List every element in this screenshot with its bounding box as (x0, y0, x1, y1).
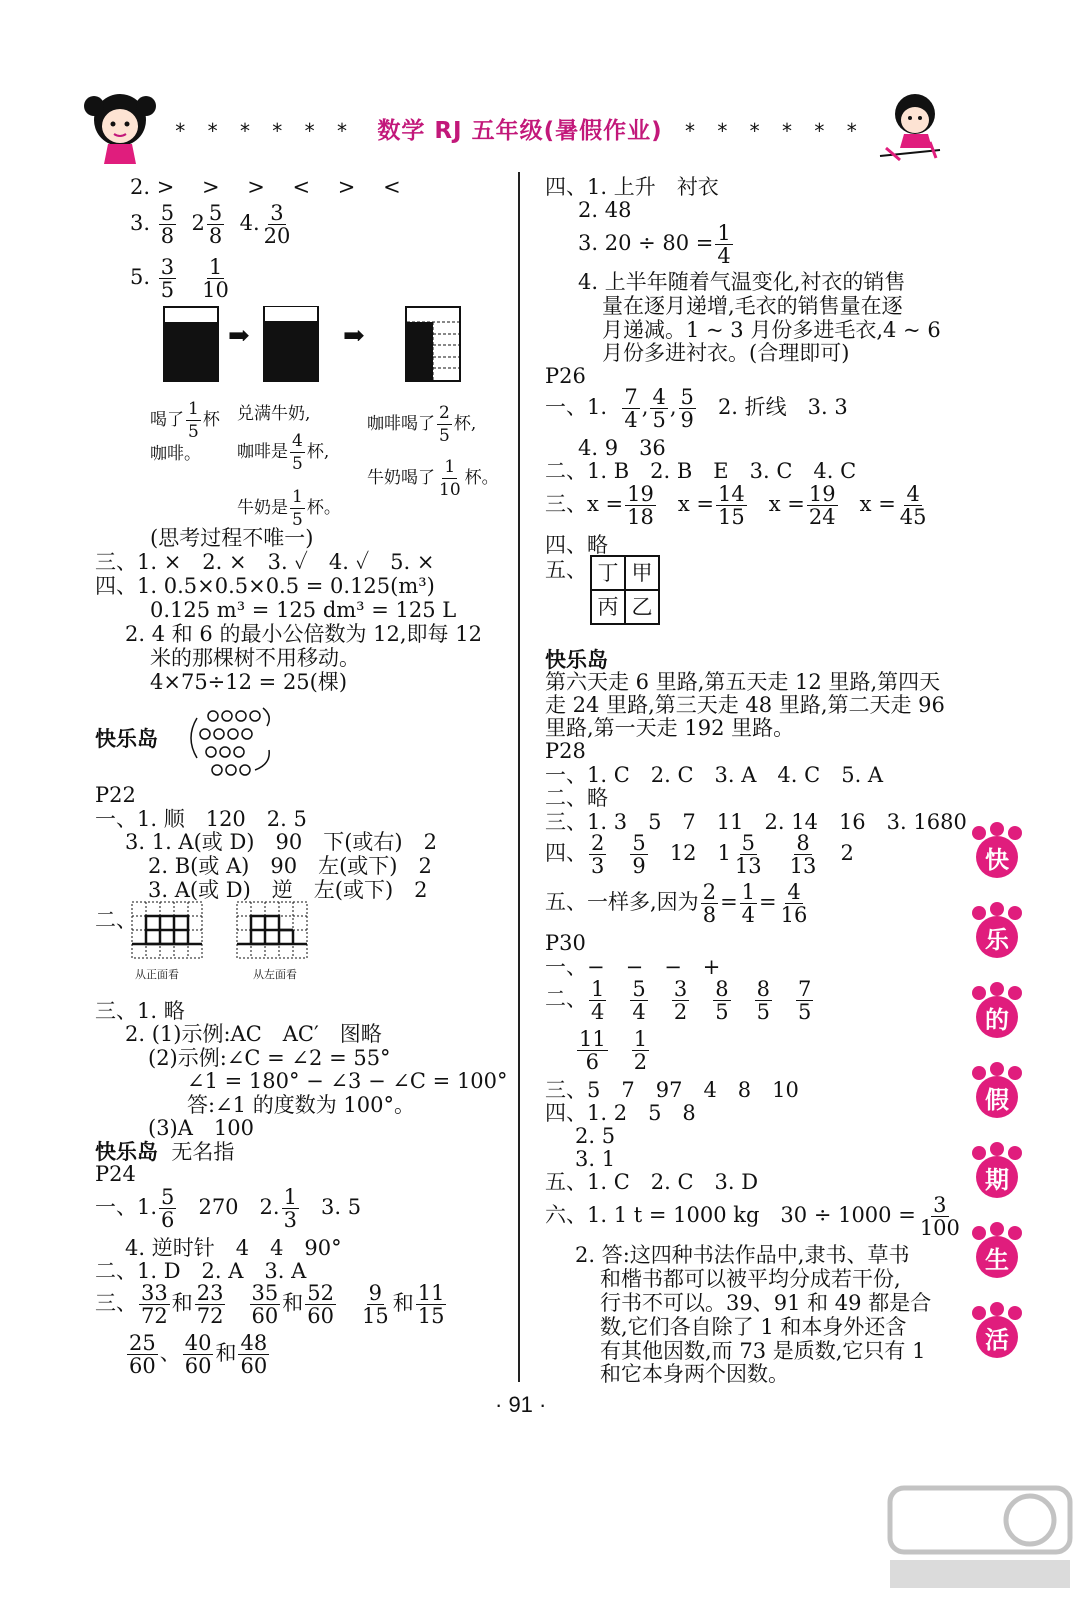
arrow-icon: ➡ (228, 321, 250, 351)
answer-line: 一、1. C 2. C 3. A 4. C 5. A (545, 763, 884, 787)
girl-cartoon-icon (80, 90, 160, 165)
answer-line: 和它本身两个因数。 (600, 1362, 789, 1386)
section-heading: 快乐岛 (95, 727, 158, 751)
view-label: 从左面看 (253, 968, 297, 981)
cup-diagram (163, 306, 463, 382)
right-column (545, 170, 965, 1385)
section-heading: P22 (95, 783, 136, 807)
paw-label: 的 (976, 996, 1018, 1038)
answer-line: 3. 20 ÷ 80 = $\frac{1}{4}$ (578, 221, 731, 268)
paw-label: 生 (976, 1236, 1018, 1278)
answer-line: 二、略 (545, 786, 608, 810)
answer-line: 数,它们各自除了 1 和本身外还含 (600, 1315, 907, 1339)
answer-line: $\frac{25}{60}$ 、 $\frac{40}{60}$ 和 $\frac{48}{60}$ (129, 1331, 268, 1378)
side-decoration (968, 822, 1038, 1362)
watermark-logo (880, 1480, 1080, 1595)
answer-line: (思考过程不唯一) (150, 526, 314, 550)
paw-label: 乐 (976, 916, 1018, 958)
answer-line: 四、1. 0.5×0.5×0.5 = 0.125(m³) (95, 574, 435, 598)
paw-label: 快 (976, 836, 1018, 878)
paw-bubble (968, 1222, 1030, 1284)
answer-line: 4. 9 36 (578, 436, 666, 460)
answer-line: 量在逐月递增,毛衣的销售量在逐 (602, 294, 903, 318)
cup-caption-1b: 咖啡。 (150, 444, 201, 464)
table-cell: 甲 (625, 556, 659, 590)
cup-caption-3: 咖啡喝了 $\frac{2}{5}$ 杯, (367, 403, 477, 446)
section-heading: P24 (95, 1162, 136, 1186)
answer-line: 有其他因数,而 73 是质数,它只有 1 (600, 1339, 926, 1363)
answer-line: 五、一样多,因为 $\frac{2}{8}$ = $\frac{1}{4}$ = $\frac{4}{16}$ (545, 880, 808, 927)
answer-line: 月份多进衬衣。(合理即可) (602, 341, 850, 365)
answer-table (590, 555, 660, 625)
answer-line: 四、 $\frac{2}{3}$ $\frac{5}{9}$ 12 1 $\frac{5}{13}$ $\frac{8}{13}$ 2 (545, 831, 854, 878)
answer-line: 行书不可以。39、91 和 49 都是合 (600, 1291, 932, 1315)
answer-line: 2. 答:这四种书法作品中,隶书、草书 (575, 1243, 910, 1267)
section-heading: 快乐岛 无名指 (95, 1140, 235, 1164)
section-heading: P26 (545, 364, 586, 388)
answer-line: (2)示例:∠C = ∠2 = 55° (148, 1046, 391, 1070)
cup-caption-1: 喝了 $\frac{1}{5}$ 杯 (150, 399, 220, 442)
answer-line: (3)A 100 (148, 1116, 254, 1140)
answer-line: 2. 4 和 6 的最小公倍数为 12,即每 12 (125, 622, 482, 646)
header-title: 数学 RJ 五年级(暑假作业) (377, 118, 663, 144)
table-cell: 乙 (625, 590, 659, 624)
front-view-grid (130, 900, 210, 968)
left-view-grid (235, 900, 315, 968)
cup-caption-3b: 牛奶喝了 $\frac{1}{10}$ 杯。 (367, 457, 499, 500)
answer-line: 三、x = $\frac{19}{18}$ x = $\frac{14}{15}$ x = $\frac{19}{24}$ x = $\frac{4}{45}$ (545, 482, 927, 529)
answer-line: 四、1. 2 5 8 (545, 1101, 696, 1125)
answer-line: 一、− − − + (545, 955, 721, 979)
cup-caption-2b: 咖啡是 $\frac{4}{5}$ 杯, (237, 431, 330, 474)
answer-line: $\frac{11}{6}$ $\frac{1}{2}$ (579, 1027, 648, 1074)
answer-line: 二、 $\frac{1}{4}$ $\frac{5}{4}$ $\frac{3}{2}$ $\frac{8}{5}$ $\frac{8}{5}$ $\frac{7}{5}$ (545, 977, 812, 1024)
answer-line: 2. (1)示例:AC AC′ 图略 (125, 1022, 382, 1046)
answer-line: 第六天走 6 里路,第五天走 12 里路,第四天 (545, 670, 941, 694)
answer-line: 二、1. B 2. B E 3. C 4. C (545, 459, 857, 483)
answer-line: 2. 48 (578, 198, 632, 222)
paw-label: 期 (976, 1156, 1018, 1198)
answer-line: 五、1. C 2. C 3. D (545, 1170, 759, 1194)
answer-line: 4×75÷12 = 25(棵) (150, 670, 348, 694)
answer-line: 一、1. 顺 120 2. 5 (95, 807, 307, 831)
table-cell: 丁 (591, 556, 625, 590)
answer-line: 3. 1 (575, 1147, 616, 1171)
section-heading: 快乐岛 (545, 648, 608, 672)
cup-caption-2c: 牛奶是 $\frac{1}{5}$ 杯。 (237, 487, 341, 530)
answer-line: 2. 5 (575, 1124, 616, 1148)
cup-caption-2: 兑满牛奶, (237, 404, 311, 424)
answer-line: 二、1. D 2. A 3. A (95, 1259, 307, 1283)
paw-bubble (968, 1302, 1030, 1364)
page-header (80, 90, 1020, 170)
answer-line: 四、1. 上升 衬衣 (545, 175, 719, 199)
answer-line: 三、5 7 97 4 8 10 (545, 1078, 799, 1102)
answer-line: 一、1. $\frac{7}{4}$ , $\frac{4}{5}$ , $\frac{5}{9}$ 2. 折线 3. 3 (545, 385, 848, 432)
cup-1 (163, 306, 219, 382)
left-column (95, 170, 508, 1385)
column-divider (518, 172, 520, 1382)
answer-line: 六、1. 1 t = 1000 kg 30 ÷ 1000 = $\frac{3}{100}$ (545, 1193, 960, 1240)
paw-bubble (968, 1142, 1030, 1204)
stars-left: * * * * * * (175, 119, 356, 143)
cup-3 (405, 306, 461, 382)
header-title-bar (170, 112, 870, 145)
answer-line: 走 24 里路,第三天走 48 里路,第二天走 96 (545, 693, 945, 717)
section-heading: P28 (545, 739, 586, 763)
answer-line: 3. A(或 D) 逆 左(或下) 2 (148, 878, 428, 902)
section-heading: P30 (545, 931, 586, 955)
answer-line: 月递减。1 ~ 3 月份多进毛衣,4 ~ 6 (602, 318, 941, 342)
arrow-icon: ➡ (343, 321, 365, 351)
answer-line: 一、1. $\frac{5}{6}$ 270 2. $\frac{1}{3}$ 3. 5 (95, 1185, 362, 1232)
paw-bubble (968, 982, 1030, 1044)
answer-line: 三、 $\frac{33}{72}$ 和 $\frac{23}{72}$ $\frac{35}{60}$ 和 $\frac{52}{60}$ $\frac{9}{15}$ 和 $\frac{11}{15}$ (95, 1281, 445, 1328)
cup-2 (263, 306, 319, 382)
answer-line: 3. $\frac{5}{8}$ 2 $\frac{5}{8}$ 4. $\frac{3}{20}$ (130, 201, 291, 248)
answer-line: 答:∠1 的度数为 100°。 (187, 1093, 415, 1117)
page-number: · 91 · (495, 1392, 547, 1417)
answer-line: 五、 (545, 558, 587, 582)
answer-line: 里路,第一天走 192 里路。 (545, 716, 795, 740)
answer-line: 三、1. 3 5 7 11 2. 14 16 3. 1680 (545, 810, 967, 834)
view-label: 从正面看 (135, 968, 179, 981)
answer-line: 三、1. 略 (95, 999, 185, 1023)
answer-line: 二、 (95, 908, 137, 932)
answer-line: 4. 上半年随着气温变化,衬衣的销售 (578, 270, 906, 294)
table-cell: 丙 (591, 590, 625, 624)
boy-cartoon-icon (870, 90, 950, 165)
answer-line: 0.125 m³ = 125 dm³ = 125 L (150, 598, 457, 622)
answer-line: 2. B(或 A) 90 左(或下) 2 (148, 854, 432, 878)
answer-line: 和楷书都可以被平均分成若干份, (600, 1267, 901, 1291)
answer-line: 5. $\frac{3}{5}$ $\frac{1}{10}$ (130, 255, 229, 302)
answer-line: 4. 逆时针 4 4 90° (125, 1236, 342, 1260)
answer-line: 米的那棵树不用移动。 (150, 646, 360, 670)
paw-bubble (968, 902, 1030, 964)
answer-line: 3. 1. A(或 D) 90 下(或右) 2 (125, 830, 437, 854)
answer-line: 三、1. × 2. × 3. ✓ 4. ✓ 5. × (95, 550, 435, 574)
answer-line: ∠1 = 180° − ∠3 − ∠C = 100° (187, 1069, 508, 1093)
circle-dots-figure (183, 698, 278, 783)
stars-right: * * * * * * (684, 119, 865, 143)
paw-bubble (968, 1062, 1030, 1124)
answer-line: 四、略 (545, 533, 608, 557)
paw-label: 假 (976, 1076, 1018, 1118)
answer-line: 2. > > > < > < (130, 175, 401, 199)
paw-label: 活 (976, 1316, 1018, 1358)
paw-bubble (968, 822, 1030, 884)
